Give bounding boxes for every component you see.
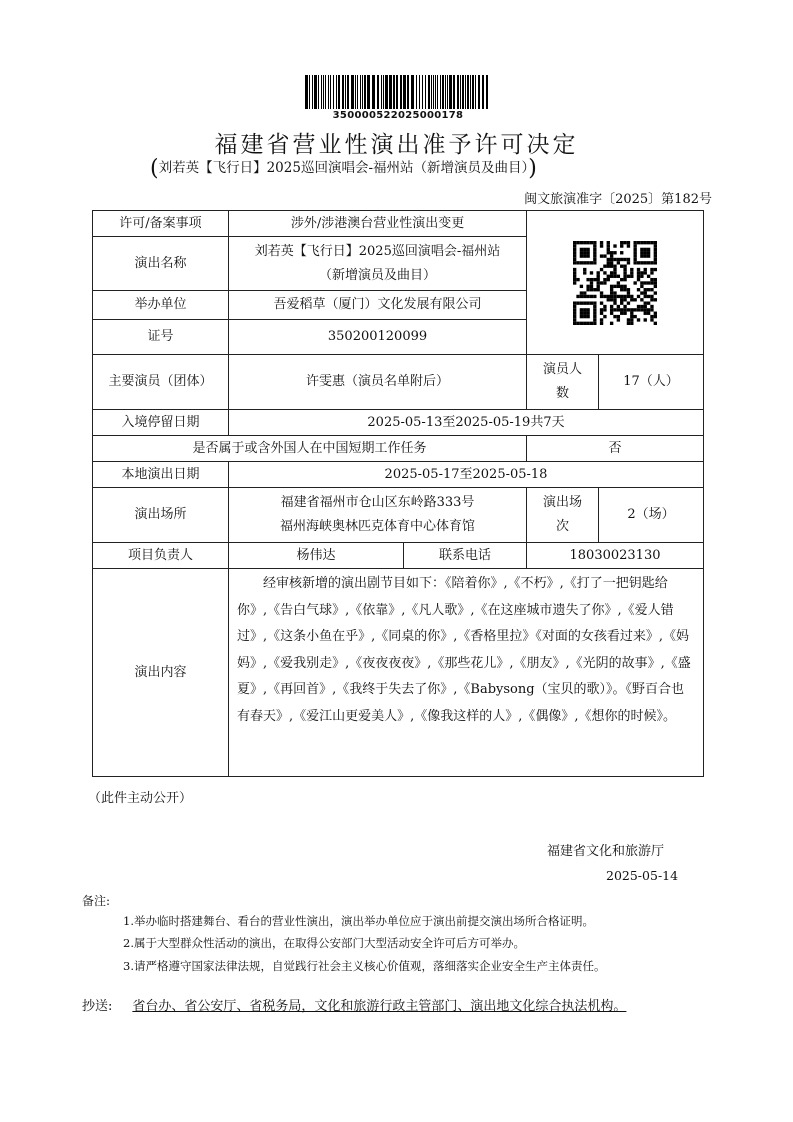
contact-phone-label: 联系电话 <box>404 543 527 569</box>
show-content-value <box>229 569 704 777</box>
show-name-line-1: 刘若英【飞行日】2025巡回演唱会-福州站 <box>254 243 501 259</box>
sessions-label-line-1: 演出场 <box>543 495 583 510</box>
show-content-text: 经审核新增的演出剧节目如下：《陪着你》,《不朽》,《打了一把钥匙给你》,《告白气球》,《依靠》,《凡人歌》,《在这座城市遗失了你》,《爱人错过》,《这条小鱼在乎》,《同桌的你》,《香格里拉》《对面的女孩看过来》,《妈妈》,《爱我别走》,《夜夜夜夜》,《那些花儿》,《朋友》,《光阴的故事》,《盛夏》,《再回首》,《我终于失去了你》,《Babysong（宝贝的歌）》。《野百合也有春天》,《爱江山更爱美人》,《像我这样的人》,《偶像》,《想你的时候》。 <box>237 576 691 724</box>
performer-count-label-line-1: 演员人 <box>543 362 583 377</box>
foreign-work-label: 是否属于或含外国人在中国短期工作任务 <box>93 436 527 462</box>
sessions-value: 2（场） <box>599 488 704 543</box>
subtitle-close-paren: ) <box>528 156 537 181</box>
permit-item-value: 涉外/涉港澳台营业性演出变更 <box>229 211 527 237</box>
show-name-value <box>229 237 527 291</box>
venue-label: 演出场所 <box>93 488 229 543</box>
remarks-title: 备注: <box>82 894 111 908</box>
entry-stay-value: 2025-05-13至2025-05-19共7天 <box>229 410 704 436</box>
local-show-date-value: 2025-05-17至2025-05-18 <box>229 462 704 488</box>
remark-item: 2.属于大型群众性活动的演出，在取得公安部门大型活动安全许可后方可举办。 <box>123 936 525 950</box>
cc-label: 抄送: <box>82 999 113 1014</box>
remark-item: 1.举办临时搭建舞台、看台的营业性演出，演出举办单位应于演出前提交演出场所合格证明。 <box>123 914 594 928</box>
cc-block <box>82 996 714 1017</box>
local-show-date-label: 本地演出日期 <box>93 462 229 488</box>
contact-phone-value: 18030023130 <box>527 543 704 569</box>
remark-item: 3.请严格遵守国家法律法规，自觉践行社会主义核心价值观，落细落实企业安全生产主体责任。 <box>123 959 606 973</box>
performer-count-value: 17（人） <box>599 355 704 410</box>
show-name-label: 演出名称 <box>93 237 229 291</box>
document-number: 闽文旅演准字〔2025〕第182号 <box>524 192 712 207</box>
permit-item-label: 许可/备案事项 <box>93 211 229 237</box>
permit-table <box>92 210 704 777</box>
performer-count-label <box>527 355 599 410</box>
qr-code-cell <box>527 211 704 355</box>
show-content-label: 演出内容 <box>93 569 229 777</box>
venue-line-2: 福州海峡奥林匹克体育中心体育馆 <box>280 519 476 534</box>
subtitle-text: 刘若英【飞行日】2025巡回演唱会-福州站（新增演员及曲目） <box>158 160 529 176</box>
issue-date: 2025-05-14 <box>606 868 679 883</box>
main-performers-label: 主要演员（团体） <box>93 355 229 410</box>
cert-number-label: 证号 <box>93 320 229 355</box>
organizer-value: 吾爱稻草（厦门）文化发展有限公司 <box>229 291 527 320</box>
venue-line-1: 福建省福州市仓山区东岭路333号 <box>280 495 475 510</box>
performer-count-label-line-2: 数 <box>556 386 570 401</box>
foreign-work-value: 否 <box>527 436 704 462</box>
document-subtitle <box>150 156 650 181</box>
cert-number-value: 350200120099 <box>229 320 527 355</box>
public-disclosure-note: （此件主动公开） <box>88 791 193 806</box>
project-manager-label: 项目负责人 <box>93 543 229 569</box>
qr-code-icon <box>573 241 657 325</box>
main-performers-value: 许雯惠（演员名单附后） <box>229 355 527 410</box>
organizer-label: 举办单位 <box>93 291 229 320</box>
barcode-number: 350000522025000178 <box>332 110 464 121</box>
sessions-label-line-2: 次 <box>556 519 570 534</box>
sessions-label <box>527 488 599 543</box>
cc-recipients: 省台办、省公安厅、省税务局，文化和旅游行政主管部门、演出地文化综合执法机构。 <box>132 999 627 1014</box>
show-name-line-2: （新增演员及曲目） <box>319 267 437 283</box>
venue-value <box>229 488 527 543</box>
entry-stay-label: 入境停留日期 <box>93 410 229 436</box>
barcode <box>303 75 493 109</box>
subtitle-open-paren: ( <box>150 156 159 181</box>
project-manager-value: 杨伟达 <box>229 543 404 569</box>
issuing-authority: 福建省文化和旅游厅 <box>547 844 665 859</box>
document-title: 福建省营业性演出准予许可决定 <box>214 132 579 158</box>
